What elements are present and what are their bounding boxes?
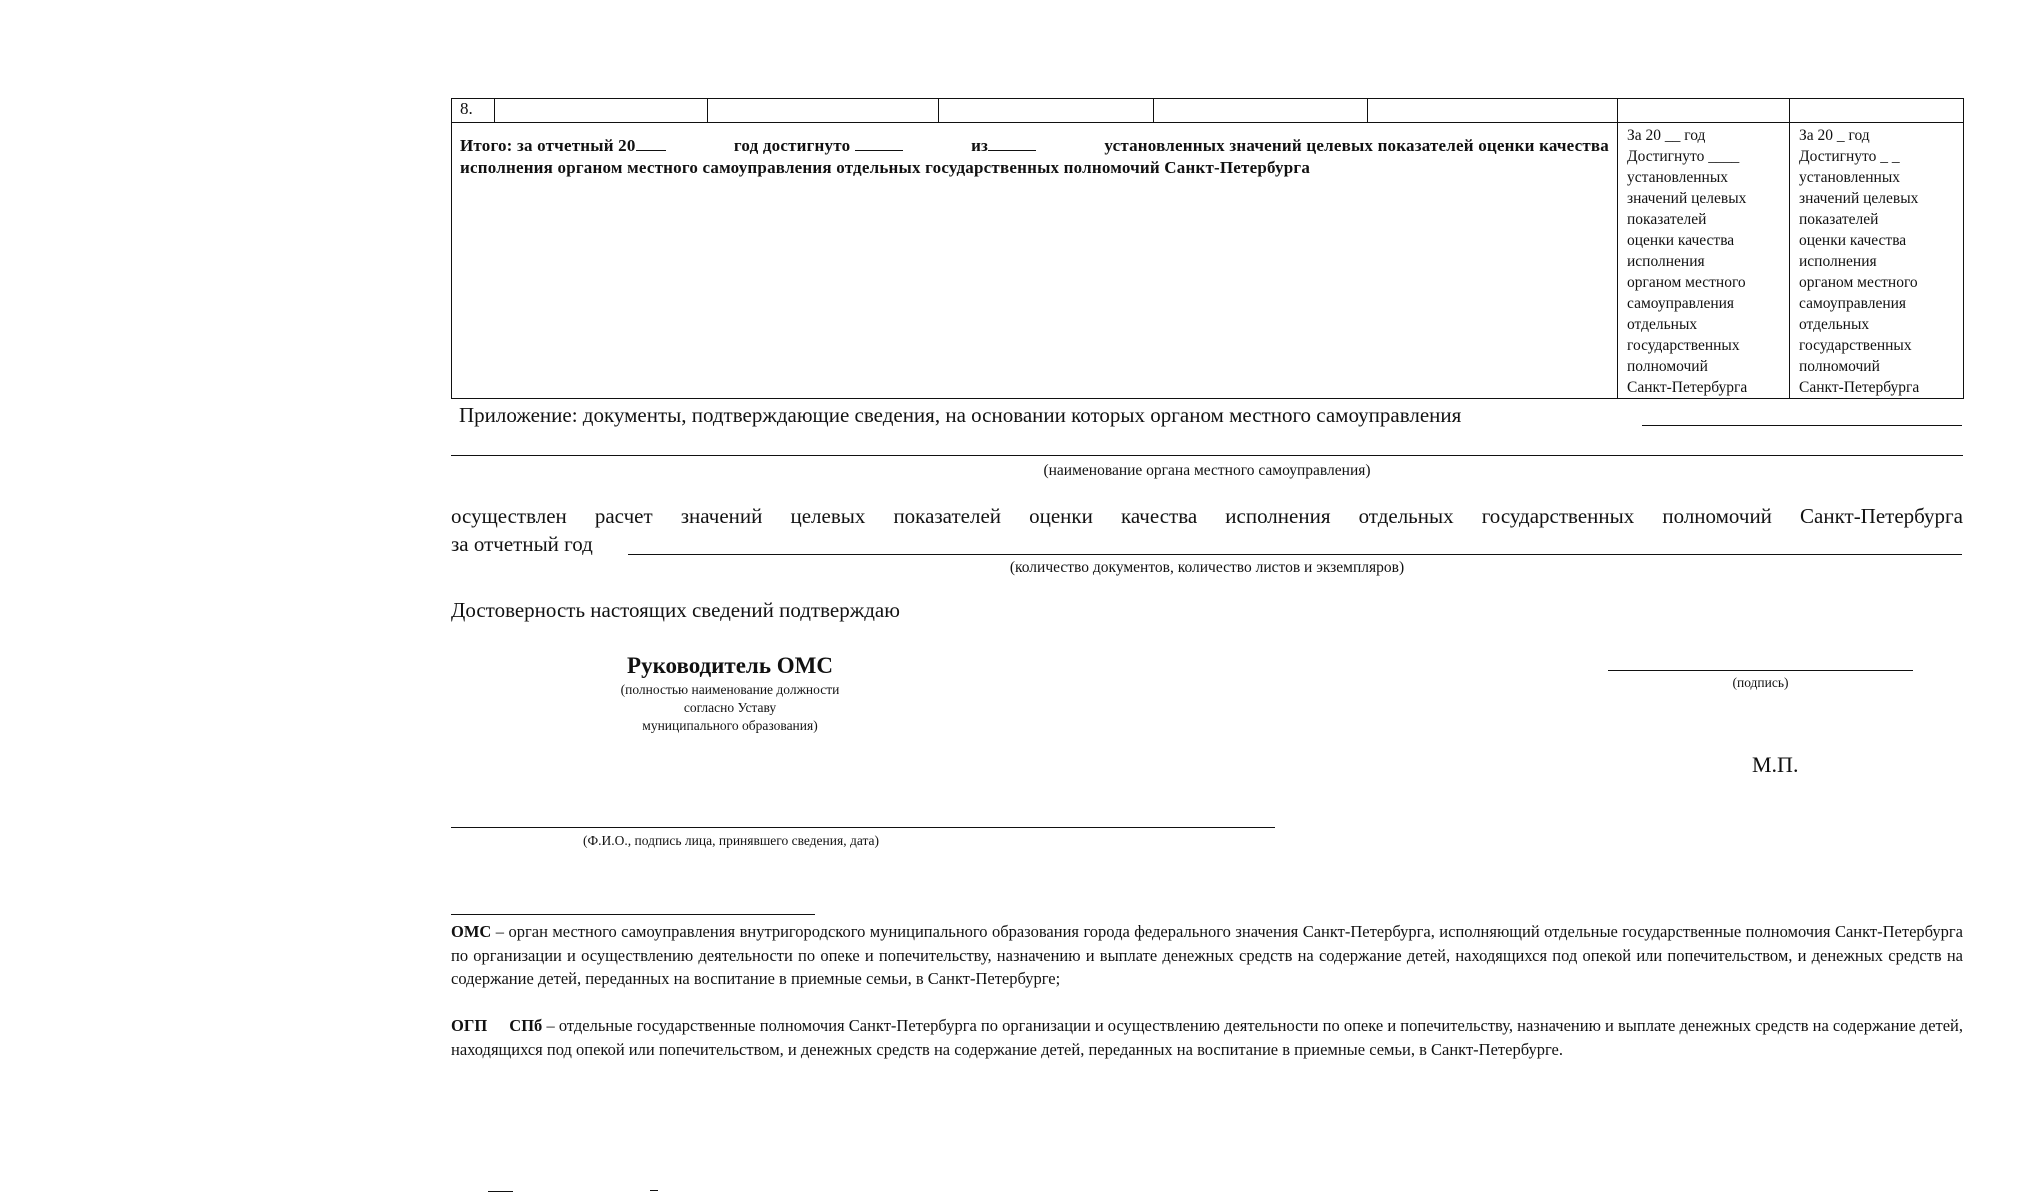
side-column-2 bbox=[1790, 123, 1964, 399]
summary-text-1: Итого: за отчетный 20 bbox=[460, 136, 636, 155]
docs-count-line bbox=[628, 554, 1962, 555]
attachment-text: Приложение: документы, подтверждающие сведения, на основании которых органом местного самоуправления bbox=[459, 403, 1462, 427]
side-column-1-body bbox=[1627, 146, 1785, 398]
summary-text-3: из bbox=[971, 136, 989, 155]
indicators-table bbox=[451, 98, 1964, 399]
fio-line bbox=[451, 827, 1275, 828]
head-title: Руководитель ОМС bbox=[627, 653, 833, 678]
attachment-blank-line bbox=[1642, 425, 1962, 426]
table-cell bbox=[1368, 99, 1618, 123]
fio-caption: (Ф.И.О., подпись лица, принявшего сведения, дата) bbox=[582, 833, 880, 848]
summary-text-line2: исполнения органом местного самоуправления отдельных государственных полномочий Санкт-Петербурга bbox=[460, 158, 1311, 177]
side-column-line: государственных bbox=[1627, 337, 1740, 354]
side-column-line: Достигнуто _ _ bbox=[1799, 148, 1900, 165]
side-column-line: самоуправления bbox=[1799, 295, 1907, 312]
table-cell bbox=[1618, 99, 1790, 123]
side-column-line: отдельных bbox=[1627, 316, 1698, 333]
row-number-cell: 8. bbox=[452, 99, 495, 123]
footnote-oms bbox=[451, 920, 1963, 991]
docs-count-caption: (количество документов, количество листов и экземпляров) bbox=[1009, 559, 1405, 576]
head-block bbox=[580, 653, 880, 735]
side-column-line: органом местного bbox=[1627, 274, 1746, 291]
side-column-line: исполнения bbox=[1627, 253, 1705, 270]
page-edge-mark bbox=[488, 1191, 513, 1192]
side-column-line: государственных bbox=[1799, 337, 1912, 354]
footnote-oms-text: – орган местного самоуправления внутригородского муниципального образования города федерального значения Санкт-Петербурга, исполняющий отдельные государственные полномочия Санкт-Петербурга по организации и осуществлению деятельности по опеке и попечительству, назначению и выплате денежных средств на содержание детей, находящихся под опекой или попечительством, и денежных средств на содержание детей, переданных на воспитание в приемные семьи, в Санкт-Петербурге; bbox=[451, 922, 1963, 988]
signature-line bbox=[1608, 670, 1913, 671]
side-column-2-head: За 20 _ год bbox=[1799, 127, 1870, 144]
footnote-separator bbox=[451, 914, 815, 915]
side-column-line: показателей bbox=[1799, 211, 1879, 228]
confirmation-text: Достоверность настоящих сведений подтверждаю bbox=[451, 598, 900, 622]
summary-cell bbox=[452, 123, 1618, 399]
side-column-line: органом местного bbox=[1799, 274, 1918, 291]
side-column-line: полномочий bbox=[1627, 358, 1708, 375]
footnote-ogp bbox=[451, 1014, 1963, 1061]
table-cell bbox=[939, 99, 1154, 123]
summary-text-2: год достигнуто bbox=[733, 136, 851, 155]
head-note-1: (полностью наименование должности bbox=[620, 682, 840, 697]
calc-text-line1: осуществлен расчет значений целевых показателей оценки качества исполнения отдельных государственных полномочий Санкт-Петербурга bbox=[451, 504, 1963, 528]
calc-text-line2: за отчетный год bbox=[451, 532, 593, 556]
side-column-line: оценки качества bbox=[1799, 232, 1907, 249]
summary-row bbox=[452, 123, 1964, 399]
page-edge-mark bbox=[650, 1190, 658, 1191]
side-column-line: самоуправления bbox=[1627, 295, 1735, 312]
footnote-ogp-text: – отдельные государственные полномочия Санкт-Петербурга по организации и осуществлению деятельности по опеке и попечительству, назначению и выплате денежных средств на содержание детей, находящихся под опекой или попечительством, и денежных средств на содержание детей, переданных на воспитание в приемные семьи, в Санкт-Петербурге. bbox=[451, 1016, 1964, 1059]
side-column-line: полномочий bbox=[1799, 358, 1880, 375]
side-column-line: Санкт-Петербурга bbox=[1799, 379, 1920, 396]
side-column-1-head: За 20 __ год bbox=[1627, 127, 1706, 144]
side-column-line: исполнения bbox=[1799, 253, 1877, 270]
side-column-1 bbox=[1618, 123, 1790, 399]
side-column-line: отдельных bbox=[1799, 316, 1870, 333]
stamp-place: М.П. bbox=[1752, 752, 1799, 777]
summary-text-4: установленных значений целевых показателей оценки качества bbox=[1104, 136, 1609, 155]
footnote-oms-abbr: ОМС bbox=[451, 922, 492, 941]
head-note-3: муниципального образования) bbox=[642, 718, 818, 733]
table-cell bbox=[708, 99, 939, 123]
side-column-line: Санкт-Петербурга bbox=[1627, 379, 1748, 396]
side-column-line: Достигнуто ____ bbox=[1627, 148, 1740, 165]
table-cell bbox=[1154, 99, 1368, 123]
side-column-line: показателей bbox=[1627, 211, 1707, 228]
footnote-ogp-abbr: ОГП СПб bbox=[451, 1016, 543, 1035]
table-cell bbox=[1790, 99, 1964, 123]
side-column-line: значений целевых bbox=[1627, 190, 1747, 207]
side-column-line: оценки качества bbox=[1627, 232, 1735, 249]
table-row bbox=[452, 99, 1964, 123]
signature-caption: (подпись) bbox=[1732, 675, 1789, 690]
org-name-line bbox=[451, 455, 1963, 456]
org-name-caption: (наименование органа местного самоуправления) bbox=[1043, 462, 1371, 479]
side-column-line: установленных bbox=[1627, 169, 1728, 186]
side-column-line: значений целевых bbox=[1799, 190, 1919, 207]
side-column-2-body bbox=[1799, 146, 1959, 398]
table-cell bbox=[495, 99, 708, 123]
head-note-2: согласно Уставу bbox=[683, 700, 777, 715]
side-column-line: установленных bbox=[1799, 169, 1900, 186]
